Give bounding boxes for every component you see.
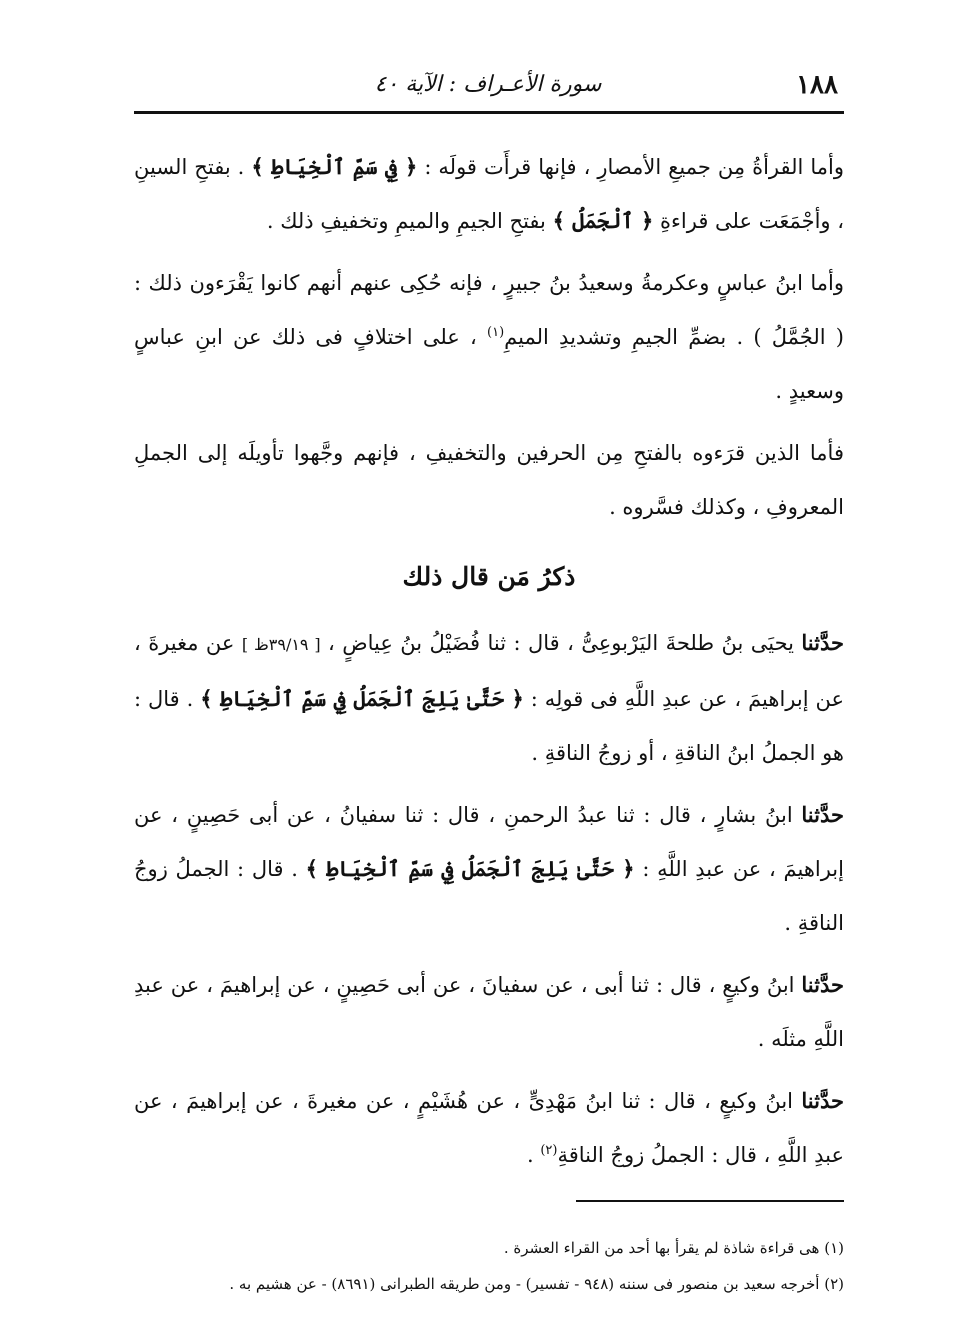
manuscript-reference: [ ٣٩/١٩ظ ] (241, 635, 321, 654)
paragraph-1-text-c: بفتحِ الجيمِ والميمِ وتخفيفِ ذلك . (266, 209, 553, 233)
paragraph-4-text-a: يحيَى بنُ طلحةَ اليَرْبوعِىُّ ، قال : ثنا فُضَيْلُ بنُ عِياضٍ ، (320, 631, 802, 655)
paragraph-6 (134, 958, 844, 1066)
section-heading: ذكرُ مَن قال ذلك (402, 562, 576, 591)
quran-quote: ﴿ حَتَّىٰ يَلِجَ ٱلْجَمَلُ فِي سَمِّ ٱلْخِيَاطِ ﴾ (305, 856, 635, 881)
footnote-marker-2[interactable]: (٢) (540, 1143, 558, 1158)
footnote-marker-1[interactable]: (١) (487, 325, 505, 340)
paragraph-2-text-a: وأما ابنُ عباسٍ وعكرمةُ وسعيدُ بنُ جبيرٍ ، فإنه حُكِى عنهم أنهم كانوا يَقْرَءون ذلك : ( الجُمَّلُ ) . بضمِّ الجيمِ وتشديدِ الميمِ (134, 271, 844, 349)
hadith-lead-word: حدَّثنا (801, 630, 844, 655)
paragraph-7 (134, 1074, 844, 1182)
paragraph-4-text-b: عن مغيرةَ ، عن إبراهيمَ ، عن عبدِ اللَّهِ فى قولِه : (134, 631, 844, 711)
paragraph-3-text: فأما الذين قرَءوه بالفتحِ مِن الحرفين والتخفيفِ ، فإنهم وجَّهوا تأويلَه إلى الجملِ المعروفِ ، وكذلك فسَّروه . (134, 441, 844, 519)
paragraph-1 (134, 140, 844, 248)
page-number: ١٨٨ (796, 70, 838, 100)
paragraph-4 (134, 616, 844, 780)
paragraph-3 (134, 426, 844, 534)
running-title: سورة الأعـراف : الآية ٤٠ (374, 72, 602, 97)
hadith-lead-word: حدَّثنا (801, 1088, 844, 1113)
paragraph-4-text-c: . قال : هو الجملُ ابنُ الناقةِ ، أو زوجُ الناقةِ . (134, 687, 844, 765)
paragraph-6-text: ابنُ وكيعٍ ، قال : ثنا أبى ، عن سفيانَ ، عن أبى حَصِينٍ ، عن إبراهيمَ ، عن عبدِ اللَّهِ مثلَه . (134, 973, 844, 1051)
quran-quote: ﴿ حَتَّىٰ يَلِجَ ٱلْجَمَلُ فِي سَمِّ ٱلْخِيَاطِ ﴾ (200, 686, 524, 711)
hadith-lead-word: حدَّثنا (801, 802, 844, 827)
header-rule (134, 111, 844, 114)
paragraph-1-text-b: . بفتحِ السينِ ، وأجْمَعَت على قراءةِ (134, 155, 844, 233)
main-text (134, 140, 844, 1190)
paragraph-7-text-b: . (526, 1143, 541, 1167)
footnotes (134, 1230, 844, 1302)
hadith-lead-word: حدَّثنا (801, 972, 844, 997)
paragraph-5 (134, 788, 844, 950)
quran-quote: ﴿ فِي سَمِّ ٱلْخِيَاطِ ﴾ (251, 154, 418, 179)
paragraph-5-text-a: ابنُ بشارٍ ، قال : ثنا عبدُ الرحمنِ ، قال : ثنا سفيانُ ، عن أبى حَصِينٍ ، عن إبراهيمَ ، عن عبدِ اللَّهِ : (134, 803, 844, 881)
paragraph-1-text-a: وأما القرأةُ مِن جميعِ الأمصارِ ، فإنها قرأَت قولَه : (417, 155, 844, 179)
paragraph-2-text-b: ، على اختلافٍ فى ذلك عن ابنِ عباسٍ وسعيدٍ . (134, 325, 844, 403)
paragraph-2 (134, 256, 844, 418)
page-header (132, 56, 844, 108)
footnote-1: (١) هى قراءة شاذة لم يقرأ بها أحد من القراء العشرة . (503, 1239, 844, 1257)
paragraph-5-text-b: . قال : الجملُ زوجُ الناقةِ . (134, 857, 844, 935)
paragraph-7-text-a: ابنُ وكيعٍ ، قال : ثنا ابنُ مَهْدِىٍّ ، عن هُشَيْمٍ ، عن مغيرةَ ، عن إبراهيمَ ، عن عبدِ اللَّهِ ، قال : الجملُ زوجُ الناقةِ (134, 1089, 844, 1167)
quran-quote: ﴿ ٱلْجَمَلُ ﴾ (552, 208, 654, 233)
footnote-2: (٢) أخرجه سعيد بن منصور فى سننه (٩٤٨ - تفسير) - ومن طريقه الطبرانى (٨٦٩١) - عن هشيم به . (229, 1275, 844, 1293)
footnote-rule (576, 1200, 844, 1202)
